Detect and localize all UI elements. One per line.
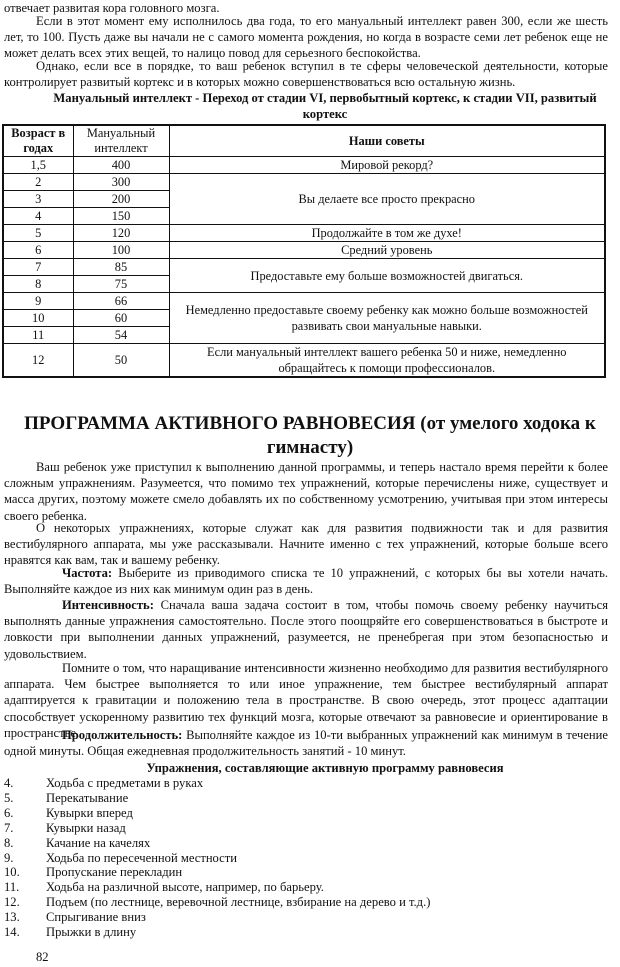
cell-age: 4 bbox=[3, 208, 73, 225]
list-item bbox=[4, 806, 430, 821]
table-row bbox=[3, 259, 605, 276]
page-number: 82 bbox=[36, 950, 49, 964]
cell-advice: Продолжайте в том же духе! bbox=[169, 225, 605, 242]
exercise-text: Спрыгивание вниз bbox=[46, 910, 146, 925]
header-manual-intelligence: Мануальный интеллект bbox=[73, 125, 169, 157]
table-row bbox=[3, 242, 605, 259]
cell-mi: 150 bbox=[73, 208, 169, 225]
exercise-number: 7. bbox=[4, 820, 14, 835]
cell-age: 7 bbox=[3, 259, 73, 276]
cell-mi: 120 bbox=[73, 225, 169, 242]
cell-age: 2 bbox=[3, 174, 73, 191]
table-header-row bbox=[3, 125, 605, 157]
cell-advice: Предоставьте ему больше возможностей двигаться. bbox=[169, 259, 605, 293]
cell-mi: 400 bbox=[73, 157, 169, 174]
cell-age: 6 bbox=[3, 242, 73, 259]
program-paragraph-3: Помните о том, что наращивание интенсивности жизненно необходимо для развития вестибулярного аппарата. Чем быстрее выполняется то или иное упражнение, тем быстрее вестибулярный аппарат адаптируется к гравитации и положению тела в пространстве. В свою очередь, этот процесс адаптации способствует ускоренному развитию тех функций мозга, которые отвечают за равновесие и ориентирование в пространстве. bbox=[4, 661, 608, 740]
exercise-text: Ходьба на различной высоте, например, по барьеру. bbox=[46, 880, 324, 895]
exercise-number: 12. bbox=[4, 895, 20, 910]
exercise-text: Кувырки вперед bbox=[46, 805, 133, 820]
cell-advice: Мировой рекорд? bbox=[169, 157, 605, 174]
intensity-paragraph bbox=[4, 597, 608, 662]
exercise-text: Ходьба с предметами в руках bbox=[46, 776, 204, 790]
cell-mi: 100 bbox=[73, 242, 169, 259]
list-item bbox=[4, 776, 430, 791]
cell-age: 8 bbox=[3, 276, 73, 293]
list-item bbox=[4, 851, 430, 866]
cell-age: 11 bbox=[3, 327, 73, 344]
intensity-text: Сначала ваша задача состоит в том, чтобы помочь своему ребенку научиться выполнять данные упражнения самостоятельно. После этого поощряйте его совершенствоваться в быстроте и ловкости при выполнении данных упражнений, разумеется, не пренебрегая при этом безопасностью и удовольствием. bbox=[4, 598, 608, 661]
cell-mi: 300 bbox=[73, 174, 169, 191]
duration-label: Продолжительность: bbox=[62, 728, 183, 742]
exercise-text: Ходьба по пересеченной местности bbox=[46, 850, 238, 865]
cell-age: 3 bbox=[3, 191, 73, 208]
list-item bbox=[4, 836, 430, 851]
exercise-text: Перекатывание bbox=[46, 790, 129, 805]
cell-mi: 85 bbox=[73, 259, 169, 276]
cell-age: 10 bbox=[3, 310, 73, 327]
exercise-number: 6. bbox=[4, 805, 14, 820]
table-row bbox=[3, 293, 605, 310]
cell-age: 9 bbox=[3, 293, 73, 310]
exercise-text: Пропускание перекладин bbox=[46, 865, 183, 880]
cell-age: 1,5 bbox=[3, 157, 73, 174]
exercise-number: 4. bbox=[4, 776, 14, 790]
table-caption: Мануальный интеллект - Переход от стадии VI, первобытный кортекс, к стадии VII, развитый кортекс bbox=[53, 91, 597, 121]
exercise-text: Качание на качелях bbox=[46, 835, 151, 850]
cell-mi: 75 bbox=[73, 276, 169, 293]
cell-age: 12 bbox=[3, 344, 73, 378]
cell-advice: Средний уровень bbox=[169, 242, 605, 259]
cell-mi: 50 bbox=[73, 344, 169, 378]
exercise-number: 10. bbox=[4, 865, 20, 880]
list-item bbox=[4, 791, 430, 806]
cell-advice: Немедленно предоставьте своему ребенку как можно больше возможностей развивать свои мануальные навыки. bbox=[169, 293, 605, 344]
cell-mi: 200 bbox=[73, 191, 169, 208]
frequency-text: Выберите из приводимого списка те 10 упражнений, с которых бы вы хотели начать. Выполняйте каждое из них как минимум один раз в день. bbox=[4, 566, 608, 597]
section-title: ПРОГРАММА АКТИВНОГО РАВНОВЕСИЯ (от умелого ходока к гимнасту) bbox=[24, 413, 596, 458]
intensity-label: Интенсивность: bbox=[62, 598, 154, 612]
frequency-paragraph bbox=[4, 565, 608, 597]
cell-mi: 66 bbox=[73, 293, 169, 310]
duration-paragraph bbox=[4, 727, 608, 759]
list-item bbox=[4, 865, 430, 880]
exercises-heading: Упражнения, составляющие активную программу равновесия bbox=[146, 761, 504, 775]
cell-mi: 60 bbox=[73, 310, 169, 327]
exercise-number: 8. bbox=[4, 835, 14, 850]
list-item bbox=[4, 821, 430, 836]
exercise-text: Прыжки в длину bbox=[46, 925, 137, 940]
exercise-number: 11. bbox=[4, 880, 20, 895]
intro-line: отвечает развитая кора головного мозга. bbox=[4, 1, 220, 15]
cell-mi: 54 bbox=[73, 327, 169, 344]
exercise-list bbox=[4, 776, 430, 940]
frequency-label: Частота: bbox=[62, 566, 113, 580]
program-paragraph-1: Ваш ребенок уже приступил к выполнению данной программы, и теперь настало время перейти к более сложным упражнениям. Разумеется, что помимо тех упражнений, которые перечислены ниже, существует и масса других, поэтому можете смело добавлять их по собственному усмотрению, учитывая при этом интересы своего ребенка. bbox=[4, 460, 608, 523]
header-age: Возраст в годах bbox=[3, 125, 73, 157]
program-paragraph-2: О некоторых упражнениях, которые служат как для развития подвижности так и для развития вестибулярного аппарата, мы уже рассказывали. Начните именно с тех упражнений, которые больше всего нравятся как вам, так и вашему ребенку. bbox=[4, 521, 608, 568]
exercise-number: 13. bbox=[4, 910, 20, 925]
intro-paragraph-2: Однако, если все в порядке, то ваш ребенок вступил в те сферы человеческой деятельности, которые контролирует развитый кортекс и в которых можно совершенствоваться всю остальную жизнь. bbox=[4, 59, 608, 90]
list-item bbox=[4, 895, 430, 910]
exercise-number: 9. bbox=[4, 850, 14, 865]
list-item bbox=[4, 910, 430, 925]
cell-advice: Вы делаете все просто прекрасно bbox=[169, 174, 605, 225]
table-row bbox=[3, 344, 605, 378]
exercise-text: Подъем (по лестнице, веревочной лестнице, взбирание на дерево и т.д.) bbox=[46, 895, 431, 910]
cell-age: 5 bbox=[3, 225, 73, 242]
header-advice: Наши советы bbox=[169, 125, 605, 157]
table-row bbox=[3, 225, 605, 242]
table-row bbox=[3, 157, 605, 174]
duration-text: Выполняйте каждое из 10-ти выбранных упражнений как минимум в течение одной минуты. Общая ежедневная продолжительность занятий - 10 минут. bbox=[4, 728, 608, 759]
list-item bbox=[4, 925, 430, 940]
exercise-text: Кувырки назад bbox=[46, 820, 126, 835]
exercise-number: 14. bbox=[4, 925, 20, 940]
cell-advice: Если мануальный интеллект вашего ребенка 50 и ниже, немедленно обращайтесь к помощи профессионалов. bbox=[169, 344, 605, 378]
manual-intelligence-table bbox=[2, 124, 606, 378]
list-item bbox=[4, 880, 430, 895]
intro-paragraph-1: Если в этот момент ему исполнилось два года, то его мануальный интеллект равен 300, если же шесть лет, то 100. Пусть даже вы начали не с самого момента рождения, но когда в возрасте семи лет ребенок еще не может делать всех этих вещей, то налицо повод для серьезного беспокойства. bbox=[4, 14, 608, 61]
table-row bbox=[3, 174, 605, 191]
exercise-number: 5. bbox=[4, 790, 14, 805]
